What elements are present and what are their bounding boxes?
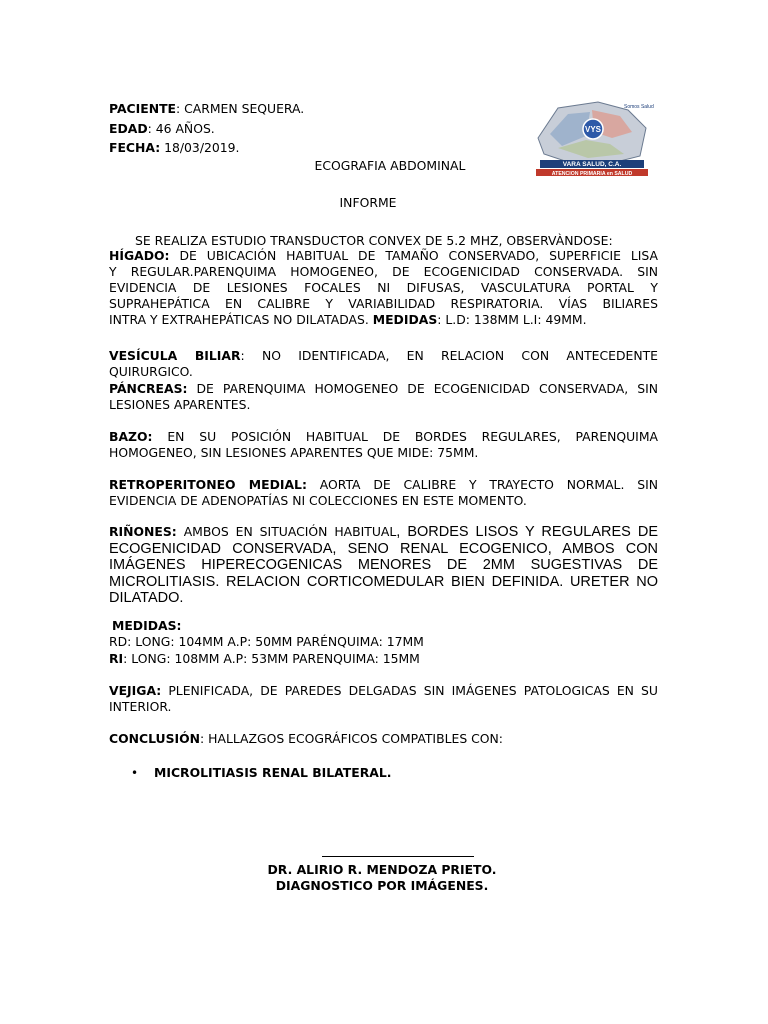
gallbladder-line1: : NO IDENTIFICADA, EN RELACION CON ANTECEDENTE [240,348,659,363]
age-value: : 46 AÑOS. [147,121,215,136]
liver-line4: SUPRAHEPÁTICA EN CALIBRE Y VARIABILIDAD RESPIRATORIA. VÍAS BILIARES [109,296,658,311]
bladder-label: VEJIGA: [109,683,162,698]
measures-left-kidney-label: RI [109,651,124,666]
signature-role: DIAGNOSTICO POR IMÁGENES. [275,878,489,893]
conclusion-text: : HALLAZGOS ECOGRÁFICOS COMPATIBLES CON: [200,731,503,746]
date-value: 18/03/2019. [160,140,240,155]
retroperitoneum-line1: AORTA DE CALIBRE Y TRAYECTO NORMAL. SIN [306,477,658,492]
pancreas-section [109,381,658,413]
report-title: ECOGRAFIA ABDOMINAL [314,158,466,173]
kidneys-line2: ECOGENICIDAD CONSERVADA, SENO RENAL ECOGENICO, AMBOS CON [109,540,658,557]
liver-line2: Y REGULAR.PARENQUIMA HOMOGENEO, DE ECOGENICIDAD CONSERVADA. SIN [109,264,658,279]
gallbladder-section [109,348,658,380]
report-subtitle: INFORME [339,195,397,210]
date-label: FECHA: [109,140,161,155]
liver-measures-label: MEDIDAS [372,312,438,327]
pancreas-label: PÁNCREAS: [109,381,188,396]
kidneys-section [109,524,658,607]
date-line [109,140,239,156]
logo-top-text: Somos Salud [624,104,654,110]
liver-line3: EVIDENCIA DE LESIONES FOCALES NI DIFUSAS, VASCULATURA PORTAL Y [109,280,658,295]
measures-left-kidney: : LONG: 108MM A.P: 53MM PARENQUIMA: 15MM [123,651,420,666]
spleen-section [109,429,658,461]
conclusion-bullet: MICROLITIASIS RENAL BILATERAL. [154,765,392,780]
logo-name-text: VARA SALUD, C.A. [562,161,622,168]
kidneys-line5: DILATADO. [109,590,184,606]
conclusion-label: CONCLUSIÓN [109,731,201,746]
spleen-line1: EN SU POSICIÓN HABITUAL DE BORDES REGULARES, PARENQUIMA [152,429,658,444]
measures-right-kidney: RD: LONG: 104MM A.P: 50MM PARÉNQUIMA: 17MM [109,634,424,649]
patient-value: : CARMEN SEQUERA. [176,101,305,116]
retroperitoneum-section [109,477,658,509]
logo-tagline-text: ATENCION PRIMARIA en SALUD [551,171,633,177]
kidneys-line4: MICROLITIASIS. RELACION CORTICOMEDULAR BIEN DEFINIDA. URETER NO [109,573,658,590]
bullet-icon: • [131,766,139,780]
signature-line [322,856,474,857]
liver-label: HÍGADO: [109,248,170,263]
retroperitoneum-line2: EVIDENCIA DE ADENOPATÍAS NI COLECCIONES EN ESTE MOMENTO. [109,493,527,508]
logo-center-text: VYS [584,125,602,134]
age-line [109,121,215,137]
conclusion-line [109,731,503,747]
age-label: EDAD [109,121,148,136]
bladder-line1: PLENIFICADA, DE PAREDES DELGADAS SIN IMÁGENES PATOLOGICAS EN SU [161,683,658,698]
pancreas-line1: DE PARENQUIMA HOMOGENEO DE ECOGENICIDAD CONSERVADA, SIN [187,381,658,396]
patient-line [109,101,304,117]
liver-line5: INTRA Y EXTRAHEPÁTICAS NO DILATADAS. [109,312,373,327]
measures-left-kidney-line [109,651,420,667]
kidneys-label: RIÑONES: [109,524,177,539]
liver-measures-value: : L.D: 138MM L.I: 49MM. [437,312,587,327]
gallbladder-label: VESÍCULA BILIAR [109,348,241,363]
spleen-label: BAZO: [109,429,153,444]
signature-name: DR. ALIRIO R. MENDOZA PRIETO. [267,862,497,877]
pancreas-line2: LESIONES APARENTES. [109,397,251,412]
liver-line1: DE UBICACIÓN HABITUAL DE TAMAÑO CONSERVADO, SUPERFICIE LISA [169,248,658,263]
kidneys-line1a: AMBOS EN SITUACIÓN HABITUAL [176,524,397,539]
kidneys-line3: IMÁGENES HIPERECOGENICAS MENORES DE 2MM SUGESTIVAS DE [109,557,658,573]
liver-section [109,248,658,328]
bladder-line2: INTERIOR. [109,699,172,714]
intro-text: SE REALIZA ESTUDIO TRANSDUCTOR CONVEX DE 5.2 MHZ, OBSERVÀNDOSE: [135,233,613,248]
kidneys-line1b: , BORDES LISOS Y REGULARES DE [396,524,658,540]
spleen-line2: HOMOGENEO, SIN LESIONES APARENTES QUE MIDE: 75MM. [109,445,479,460]
gallbladder-line2: QUIRURGICO. [109,364,193,379]
retroperitoneum-label: RETROPERITONEO MEDIAL: [109,477,307,492]
measures-label: MEDIDAS: [112,618,182,633]
bladder-section [109,683,658,715]
patient-label: PACIENTE [109,101,176,116]
